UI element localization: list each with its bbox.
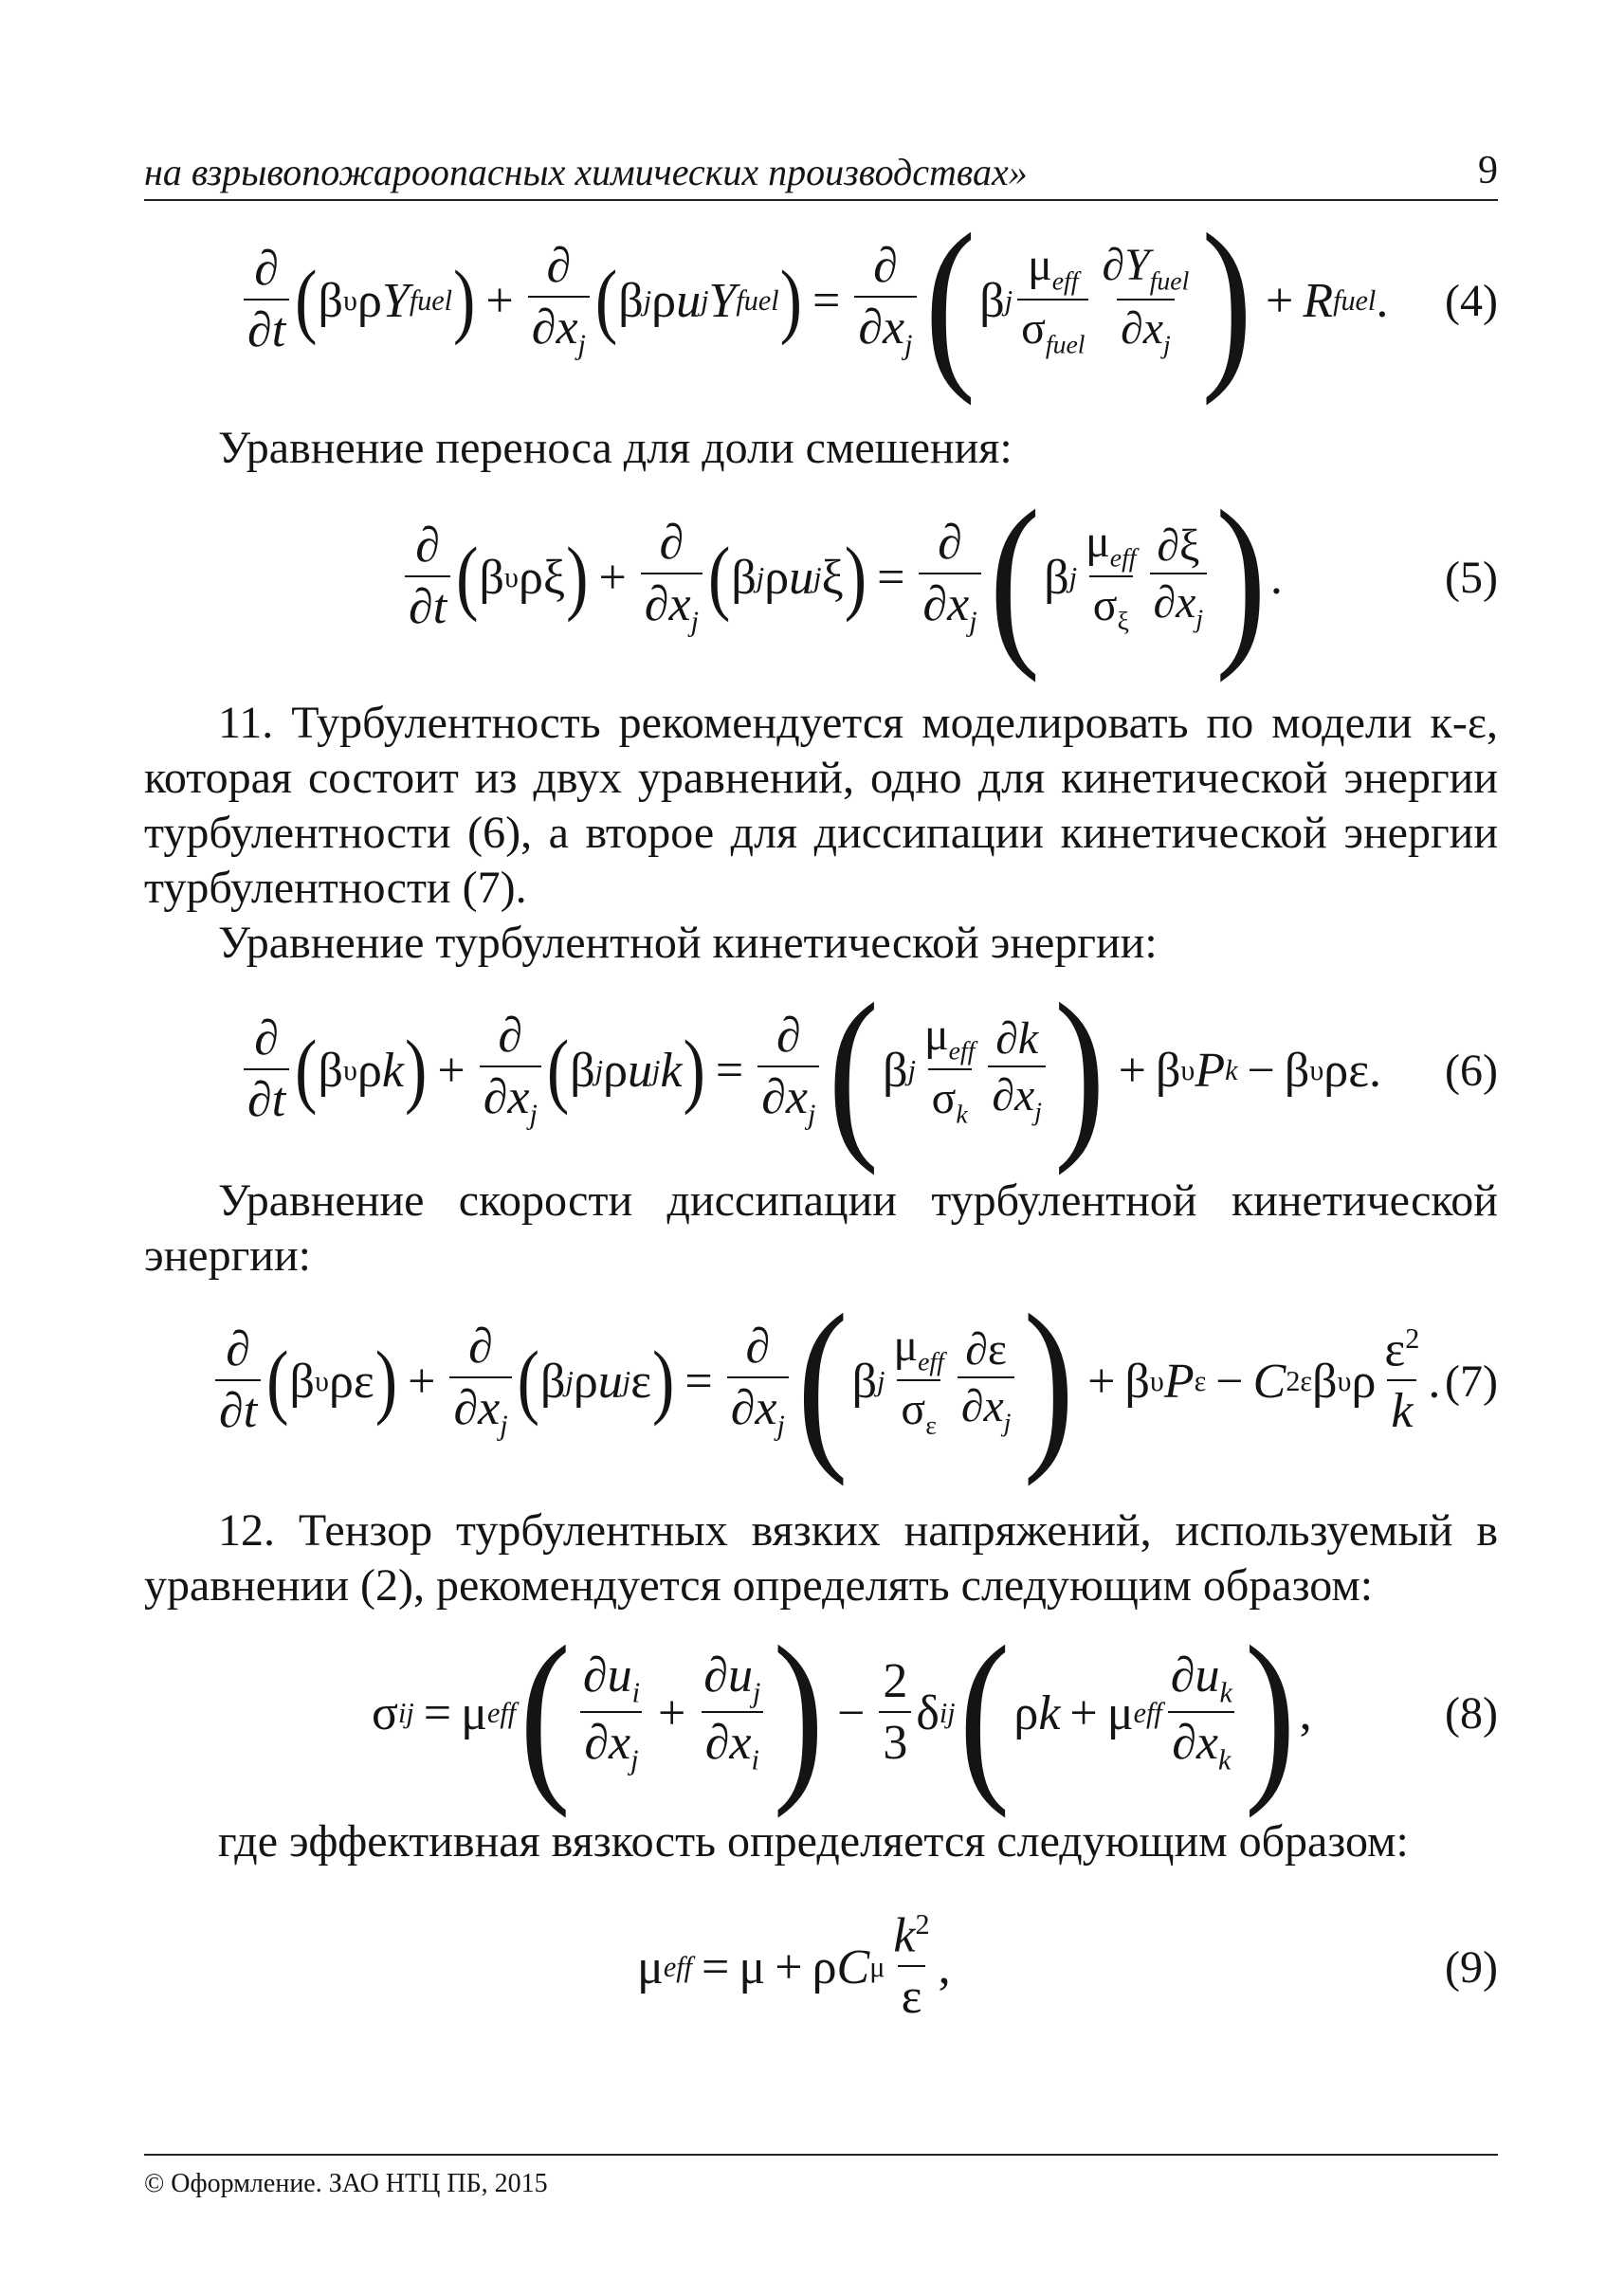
equation-8-number: (8) [1445,1687,1498,1739]
equation-5-row [144,470,1498,683]
equation-8-row [144,1606,1498,1819]
running-header [144,140,1498,201]
equation-6-row [144,963,1498,1176]
equation-4-number: (4) [1445,275,1498,326]
equation-9-number: (9) [1445,1941,1498,1993]
equation-6: $\frac{\partial}{\partial t}$ ( β υ ρ k ) + $\frac{\partial}{\partial x_j}$ ( β j ρ u j k ) = $\frac{\partial}{\partial x_j}$ ( β j $\frac{\mu_{eff}}{\sigma_k}$ $\frac{\partial k}{\partial x_j}$ ) + β υ P k − β υ ρε. [239,990,1381,1151]
equation-5-number: (5) [1445,552,1498,603]
equation-8: σ ij = μ eff ( $\frac{\partial u_i}{\partial x_j}$ + $\frac{\partial u_j}{\partial x_i}$ ) − $\frac{2}{3}$ δ ij ( ρ k + μ eff $\frac{\partial u_k}{\partial x_k}$ ) , [372,1606,1312,1819]
item-11-paragraph: 11. Турбулентность рекомендуется моделировать по модели к-ε, которая состоит из двух уравнений, одно для кинетической энергии турбулентности (6), а второе для диссипации кинетической энергии турбулентности (7). [144,698,1498,913]
footer-rule [144,2154,1498,2156]
footer-copyright: © Оформление. ЗАО НТЦ ПБ, 2015 [144,2169,548,2198]
equation-4: $\frac{\partial}{\partial t}$ ( β υ ρ Y fuel ) + $\frac{\partial}{\partial x_j}$ ( β j ρ u j Y fuel ) = $\frac{\partial}{\partial x_j}$ ( β j $\frac{\mu_{eff}}{\sigma_{fuel}}$ $\frac{\partial Y_{fuel}}{\partial x_j}$ ) + R fuel . [239,220,1388,381]
item-12-paragraph: 12. Тензор турбулентных вязких напряжений, используемый в уравнении (2), рекомендуется определять следующим образом: [144,1505,1498,1611]
equation-7-number: (7) [1445,1356,1498,1407]
equation-4-row [144,193,1498,407]
equation-5: $\frac{\partial}{\partial t}$ ( β υ ρξ ) + $\frac{\partial}{\partial x_j}$ ( β j ρ u j ξ ) = $\frac{\partial}{\partial x_j}$ ( β j $\frac{\mu_{eff}}{\sigma_\xi}$ $\frac{\partial\xi}{\partial x_j}$ ) . [400,497,1283,658]
effective-viscosity-intro: где эффективная вязкость определяется следующим образом: [218,1816,1409,1867]
equation-7: $\frac{\partial}{\partial t}$ ( β υ ρε ) + $\frac{\partial}{\partial x_j}$ ( β j ρ u j ε ) = $\frac{\partial}{\partial x_j}$ ( β j $\frac{\mu_{eff}}{\sigma_\varepsilon}$ $\frac{\partial\varepsilon}{\partial x_j}$ ) + β υ P ε − C 2ε β υ ρ $\frac{\varepsilon^2}{k}$ . [210,1301,1440,1462]
equation-9: μ eff = μ + ρ C μ $\frac{k^2}{\varepsilon}$ , [637,1908,951,2025]
equation-6-number: (6) [1445,1045,1498,1096]
mixing-fraction-intro: Уравнение переноса для доли смешения: [218,423,1013,473]
running-title: на взрывопожароопасных химических производствах» [144,151,1028,193]
page-number: 9 [1478,149,1498,192]
tke-equation-intro: Уравнение турбулентной кинетической энергии: [218,918,1158,968]
equation-9-row [144,1886,1498,2048]
equation-7-row [144,1274,1498,1487]
dissipation-equation-intro: Уравнение скорости диссипации турбулентной кинетической энергии: [144,1175,1498,1281]
